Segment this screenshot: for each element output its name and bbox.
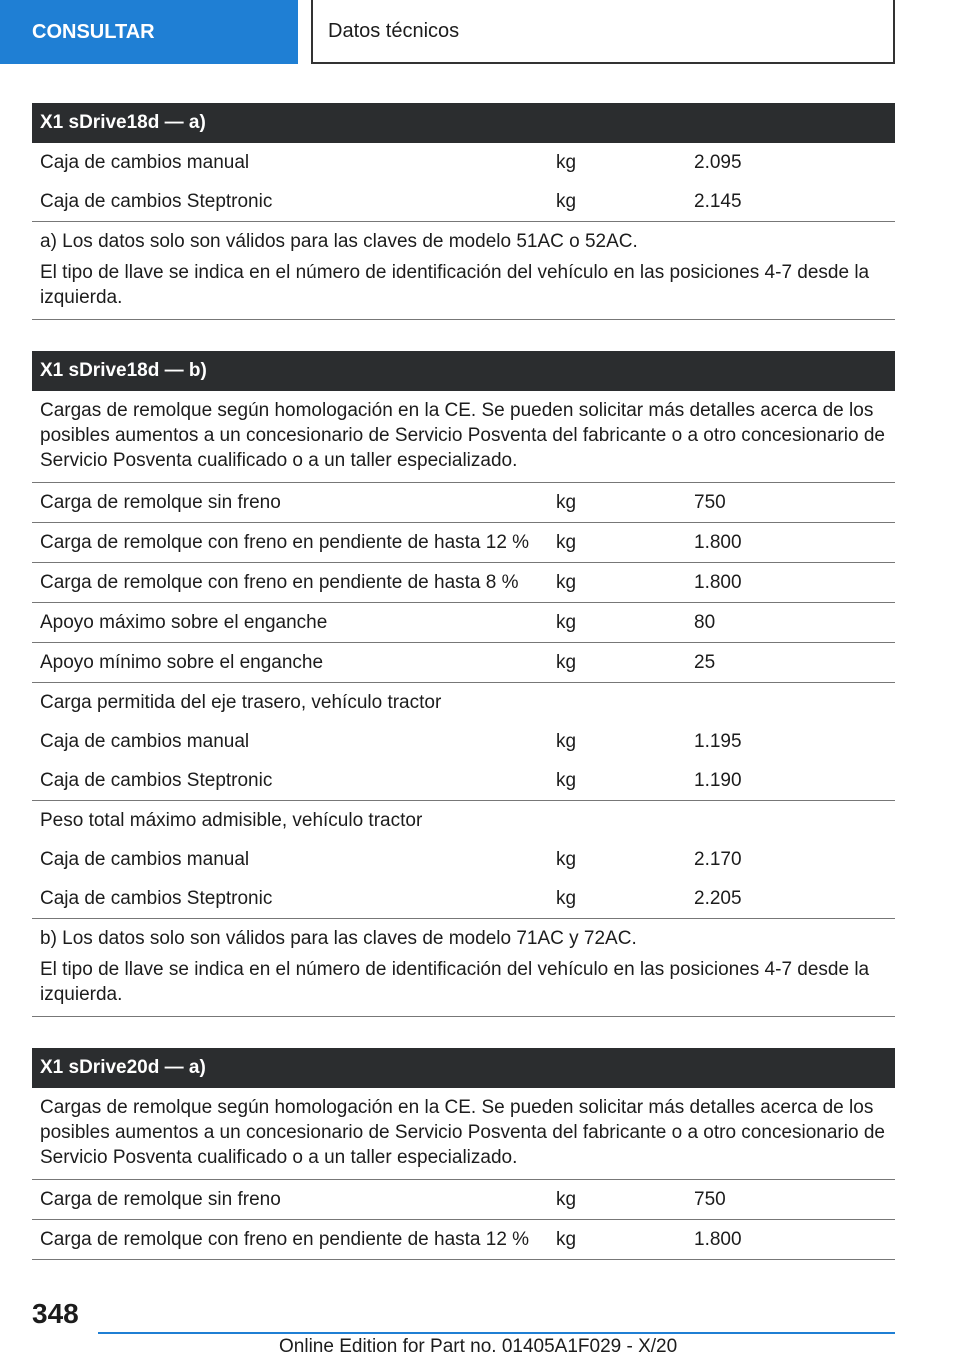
table-row	[32, 879, 895, 919]
row-value: 1.190	[694, 769, 742, 791]
row-label: Carga de remolque con freno en pendiente de hasta 12 %	[40, 531, 530, 553]
row-label: Apoyo mínimo sobre el enganche	[40, 651, 324, 673]
intro-text: Cargas de remolque según homologación en la CE. Se pueden solicitar más detalles acerca de los posibles aumentos a un concesionario de Servicio Posventa del fabricante o a otro concesionario de Servicio Posventa cualificado o a un taller especializado.	[40, 400, 885, 471]
row-unit: kg	[556, 769, 577, 791]
table-row	[32, 523, 895, 563]
row-value: 1.800	[694, 1228, 742, 1250]
row-value: 2.170	[694, 848, 742, 870]
row-label: Caja de cambios Steptronic	[40, 769, 273, 791]
page-content	[32, 103, 895, 1291]
section-title: X1 sDrive20d — a)	[32, 1048, 895, 1088]
table-group-title	[32, 801, 895, 840]
table-row	[32, 1180, 895, 1220]
section-x1-sdrive18d-a	[32, 103, 895, 320]
row-value: 25	[694, 651, 716, 673]
section-title: X1 sDrive18d — b)	[32, 351, 895, 391]
row-unit: kg	[556, 491, 577, 513]
section-tab-consultar[interactable]: CONSULTAR	[0, 0, 298, 64]
intro-paragraph	[32, 1088, 895, 1180]
table-group-title	[32, 683, 895, 722]
group-label: Carga permitida del eje trasero, vehículo tractor	[40, 691, 442, 713]
table-row	[32, 722, 895, 761]
row-unit: kg	[556, 571, 577, 593]
row-unit: kg	[556, 848, 577, 870]
row-unit: kg	[556, 190, 577, 212]
table-row	[32, 483, 895, 523]
row-value: 2.095	[694, 151, 742, 173]
section-x1-sdrive20d-a	[32, 1048, 895, 1260]
table-row	[32, 1220, 895, 1260]
footnote	[32, 919, 895, 1017]
table-row	[32, 761, 895, 801]
page-header	[0, 0, 960, 66]
chapter-title: Datos técnicos	[311, 0, 895, 64]
edition-footer: Online Edition for Part no. 01405A1F029 - X/20	[279, 1336, 678, 1357]
row-unit: kg	[556, 651, 577, 673]
section-title: X1 sDrive18d — a)	[32, 103, 895, 143]
row-label: Apoyo máximo sobre el enganche	[40, 611, 328, 633]
row-value: 2.145	[694, 190, 742, 212]
table-row	[32, 643, 895, 683]
intro-text: Cargas de remolque según homologación en la CE. Se pueden solicitar más detalles acerca de los posibles aumentos a un concesionario de Servicio Posventa del fabricante o a otro concesionario de Servicio Posventa cualificado o a un taller especializado.	[40, 1097, 885, 1168]
row-label: Carga de remolque con freno en pendiente de hasta 12 %	[40, 1228, 530, 1250]
footnote-line: a) Los datos solo son válidos para las claves de modelo 51AC o 52AC.	[40, 231, 638, 252]
row-value: 750	[694, 1188, 726, 1210]
table-row	[32, 840, 895, 879]
footnote-line: El tipo de llave se indica en el número de identificación del vehículo en las posiciones 4-7 desde la izquierda.	[40, 959, 870, 1005]
row-unit: kg	[556, 1188, 577, 1210]
row-label: Caja de cambios manual	[40, 848, 250, 870]
row-label: Caja de cambios manual	[40, 151, 250, 173]
footnote-line: El tipo de llave se indica en el número de identificación del vehículo en las posiciones 4-7 desde la izquierda.	[40, 262, 870, 308]
section-x1-sdrive18d-b	[32, 351, 895, 1017]
page-number: 348	[32, 1298, 79, 1329]
row-unit: kg	[556, 1228, 577, 1250]
footer-divider	[98, 1332, 895, 1334]
row-label: Carga de remolque sin freno	[40, 1188, 281, 1210]
row-label: Carga de remolque sin freno	[40, 491, 281, 513]
table-row	[32, 182, 895, 222]
row-label: Carga de remolque con freno en pendiente de hasta 8 %	[40, 571, 519, 593]
row-value: 80	[694, 611, 716, 633]
row-unit: kg	[556, 887, 577, 909]
row-label: Caja de cambios Steptronic	[40, 887, 273, 909]
row-unit: kg	[556, 151, 577, 173]
row-unit: kg	[556, 531, 577, 553]
row-unit: kg	[556, 730, 577, 752]
table-row	[32, 563, 895, 603]
intro-paragraph	[32, 391, 895, 483]
row-unit: kg	[556, 611, 577, 633]
table-row	[32, 603, 895, 643]
row-label: Caja de cambios Steptronic	[40, 190, 273, 212]
table-row	[32, 143, 895, 182]
row-value: 750	[694, 491, 726, 513]
row-value: 2.205	[694, 887, 742, 909]
row-value: 1.195	[694, 730, 742, 752]
row-label: Caja de cambios manual	[40, 730, 250, 752]
footnote	[32, 222, 895, 320]
footnote-line: b) Los datos solo son válidos para las claves de modelo 71AC y 72AC.	[40, 928, 637, 949]
row-value: 1.800	[694, 531, 742, 553]
group-label: Peso total máximo admisible, vehículo tractor	[40, 809, 423, 831]
row-value: 1.800	[694, 571, 742, 593]
